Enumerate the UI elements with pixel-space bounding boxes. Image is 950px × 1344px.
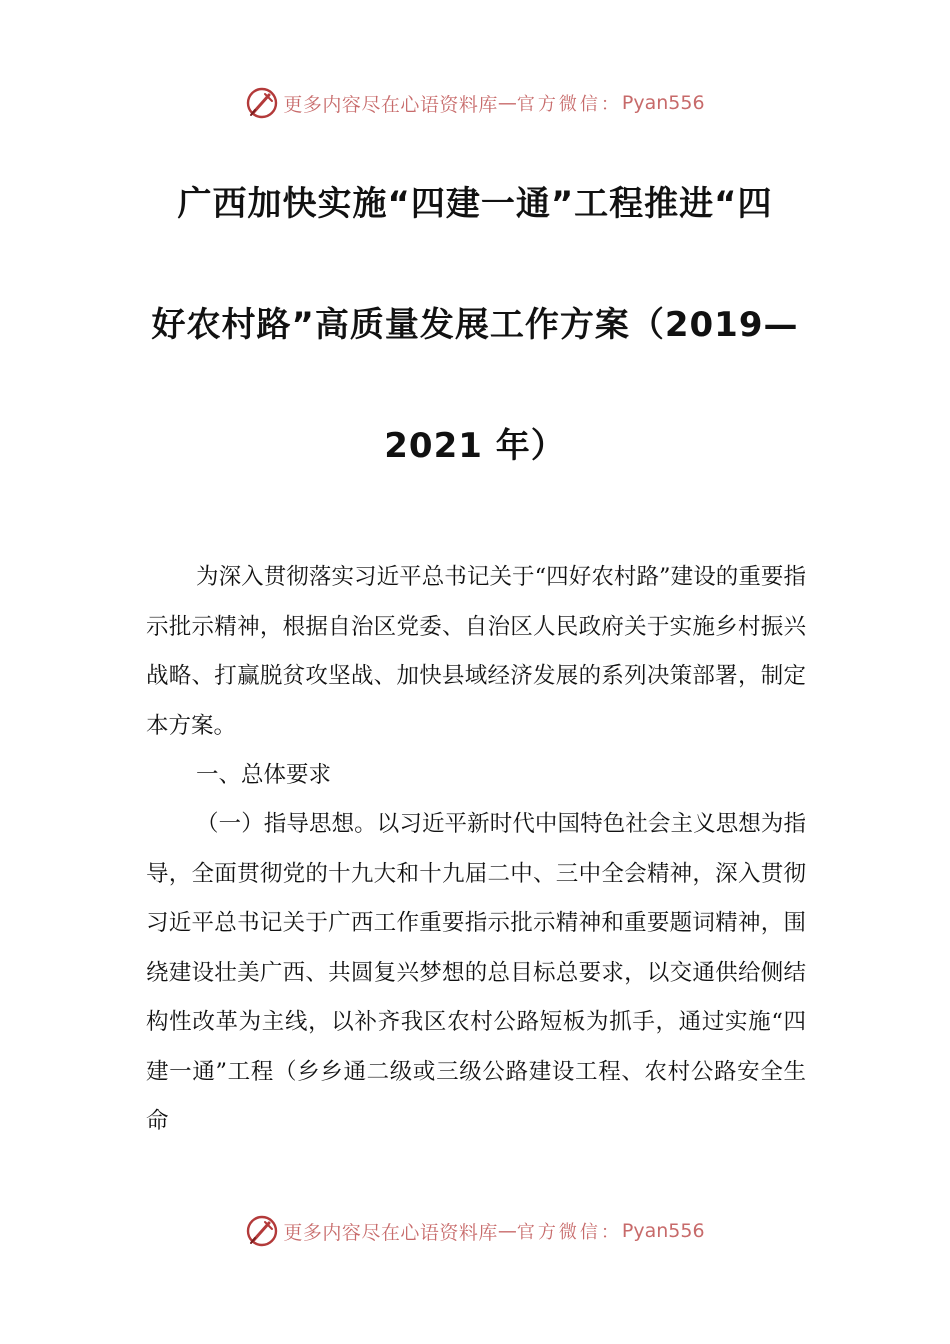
watermark-site-text: 更多内容尽在心语资料库 (283, 93, 498, 116)
intro-paragraph: 为深入贯彻落实习近平总书记关于“四好农村路”建设的重要指示批示精神，根据自治区党委、自治区人民政府关于实施乡村振兴战略、打赢脱贫攻坚战、加快县域经济发展的系列决策部署，制定本方案。 (146, 564, 806, 739)
footer-watermark (0, 1211, 950, 1251)
pen-logo-icon (245, 1214, 279, 1248)
watermark-site-text: 更多内容尽在心语资料库 (283, 1221, 498, 1244)
watermark-wechat-id: Pyan556 (621, 1220, 705, 1242)
pen-logo-icon (245, 86, 279, 120)
watermark-separator: — (497, 92, 517, 114)
section-heading: 一、总体要求 (196, 762, 332, 788)
document-title-line-3: 2021 年） (384, 426, 566, 466)
header-watermark (0, 83, 950, 123)
guiding-thought-paragraph: （一）指导思想。以习近平新时代中国特色社会主义思想为指导，全面贯彻党的十九大和十九届二中、三中全会精神，深入贯彻习近平总书记关于广西工作重要指示批示精神和重要题词精神，围绕建设壮美广西、共圆复兴梦想的总目标总要求，以交通供给侧结构性改革为主线，以补齐我区农村公路短板为抓手，通过实施“四建一通”工程（乡乡通二级或三级公路建设工程、农村公路安全生命 (146, 811, 806, 1134)
document-title-line-2: 好农村路”高质量发展工作方案（2019— (151, 305, 799, 345)
watermark-separator: — (497, 1220, 517, 1242)
watermark-wechat-label: 官方微信： (516, 1222, 622, 1243)
watermark-wechat-label: 官方微信： (516, 94, 622, 115)
watermark-wechat-id: Pyan556 (621, 92, 705, 114)
document-title-line-1: 广西加快实施“四建一通”工程推进“四 (177, 184, 773, 224)
